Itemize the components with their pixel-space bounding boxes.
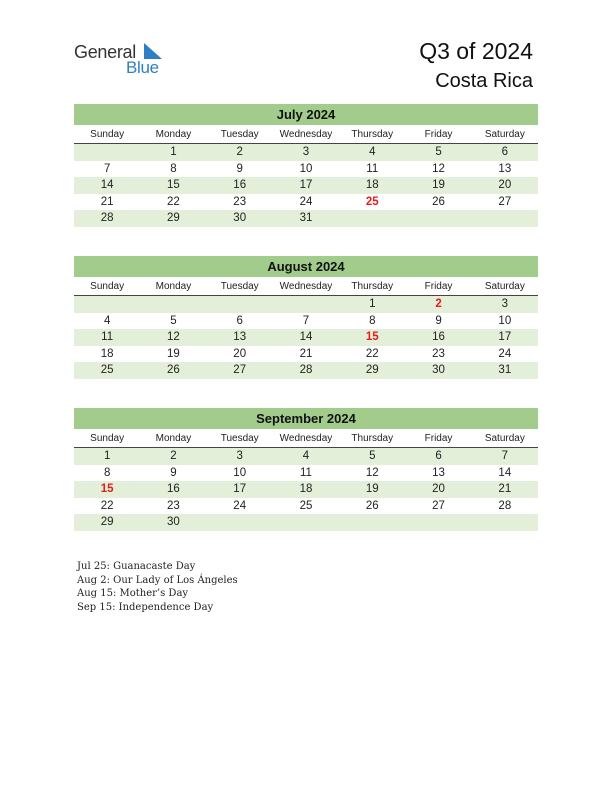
- day-cell: 26: [432, 195, 445, 208]
- empty-day-cell: [74, 296, 140, 313]
- month-title: September 2024: [74, 408, 538, 429]
- weekday-label: Wednesday: [279, 129, 333, 140]
- month-september: [74, 408, 538, 531]
- weekday-label: Monday: [155, 281, 192, 292]
- day-cell: 27: [498, 195, 512, 208]
- holiday-note: Jul 25: Guanacaste Day: [77, 561, 196, 572]
- day-cell: 26: [365, 499, 379, 512]
- week-row: [74, 177, 538, 194]
- weekday-label: Thursday: [351, 433, 394, 444]
- weekday-label: Sunday: [90, 129, 125, 140]
- empty-day-cell: [74, 144, 140, 161]
- logo-blue-text: Blue: [126, 58, 159, 77]
- day-cell: 19: [365, 483, 379, 495]
- holiday-note: Sep 15: Independence Day: [77, 601, 214, 613]
- day-cell: 9: [435, 314, 442, 327]
- logo-general-text: General: [74, 42, 136, 62]
- day-cell: 11: [101, 331, 114, 343]
- day-cell: 8: [103, 466, 111, 479]
- day-cell: 23: [167, 499, 180, 512]
- empty-day-cell: [207, 514, 273, 531]
- day-cell: 12: [432, 162, 445, 175]
- day-cell: 2: [236, 146, 243, 158]
- day-cell: 17: [498, 331, 512, 343]
- weekday-label: Friday: [424, 281, 453, 292]
- empty-day-cell: [472, 210, 538, 227]
- day-cell: 26: [167, 364, 180, 376]
- day-cell: 16: [233, 179, 247, 191]
- day-cell: 18: [299, 483, 313, 495]
- holiday-note: Aug 2: Our Lady of Los Ángeles: [77, 574, 238, 586]
- month-title: July 2024: [74, 104, 538, 125]
- holiday-note: Aug 15: Mother’s Day: [77, 588, 189, 599]
- country-name: Costa Rica: [435, 70, 533, 92]
- day-cell: 2: [435, 298, 442, 310]
- day-cell: 1: [103, 450, 111, 462]
- weekday-label: Monday: [155, 129, 192, 140]
- month-grid: [74, 144, 538, 227]
- empty-day-cell: [405, 514, 471, 531]
- page-title: Q3 of 2024: [419, 38, 533, 64]
- day-cell: 13: [498, 162, 512, 175]
- day-cell: 12: [365, 466, 379, 479]
- weekday-label: Saturday: [484, 433, 525, 444]
- day-cell: 14: [498, 466, 512, 479]
- day-cell: 31: [498, 364, 512, 376]
- day-cell: 4: [103, 314, 111, 327]
- day-cell: 9: [236, 162, 243, 175]
- weekday-label: Sunday: [90, 281, 125, 292]
- weekday-label: Wednesday: [279, 281, 333, 292]
- week-row: [74, 481, 538, 498]
- day-cell: 17: [233, 483, 247, 495]
- weekday-label: Wednesday: [279, 433, 333, 444]
- day-cell: 16: [167, 483, 180, 495]
- day-cell: 10: [299, 162, 313, 175]
- day-cell: 28: [498, 499, 512, 512]
- weekday-label: Saturday: [484, 281, 525, 292]
- day-cell: 18: [100, 347, 114, 360]
- day-cell: 16: [432, 331, 445, 343]
- day-cell: 12: [167, 331, 180, 343]
- weekday-label: Monday: [155, 433, 192, 444]
- day-cell: 21: [299, 347, 313, 360]
- week-row: [74, 194, 538, 211]
- day-cell: 31: [299, 212, 313, 224]
- day-cell: 25: [299, 499, 313, 512]
- weekday-label: Tuesday: [220, 433, 259, 444]
- day-cell: 15: [365, 331, 379, 343]
- week-row: [74, 313, 538, 330]
- day-cell: 8: [369, 314, 376, 327]
- month-title: August 2024: [74, 256, 538, 277]
- day-cell: 4: [302, 450, 310, 462]
- month-august: [74, 256, 538, 379]
- day-cell: 23: [432, 347, 445, 360]
- month-grid: [74, 296, 538, 379]
- day-cell: 20: [233, 347, 247, 360]
- day-cell: 30: [432, 364, 445, 376]
- day-cell: 3: [501, 298, 509, 310]
- day-cell: 3: [236, 450, 243, 462]
- month-grid: [74, 448, 538, 531]
- day-cell: 11: [366, 162, 379, 175]
- day-cell: 30: [233, 212, 247, 224]
- week-row: [74, 144, 538, 161]
- day-cell: 28: [299, 364, 313, 376]
- weekday-label: Saturday: [484, 129, 525, 140]
- empty-day-cell: [339, 210, 405, 227]
- day-cell: 24: [498, 347, 512, 360]
- day-cell: 24: [233, 499, 247, 512]
- day-cell: 22: [100, 499, 114, 512]
- day-cell: 3: [302, 146, 310, 158]
- day-cell: 1: [170, 146, 177, 158]
- day-cell: 29: [100, 516, 114, 528]
- holiday-notes: [77, 560, 238, 614]
- day-cell: 13: [432, 466, 445, 479]
- day-cell: 1: [369, 298, 376, 310]
- day-cell: 22: [365, 347, 379, 360]
- day-cell: 14: [299, 331, 313, 343]
- empty-day-cell: [140, 296, 206, 313]
- empty-day-cell: [273, 296, 339, 313]
- day-cell: 20: [498, 179, 512, 191]
- day-cell: 21: [498, 483, 512, 495]
- weekday-label: Tuesday: [220, 281, 259, 292]
- day-cell: 6: [501, 146, 509, 158]
- day-cell: 9: [170, 466, 177, 479]
- day-cell: 7: [103, 162, 111, 175]
- weekday-header: [74, 279, 538, 296]
- day-cell: 8: [170, 162, 177, 175]
- weekday-label: Thursday: [351, 129, 394, 140]
- day-cell: 10: [498, 314, 512, 327]
- day-cell: 23: [233, 195, 247, 208]
- day-cell: 27: [233, 364, 247, 376]
- week-row: [74, 448, 538, 465]
- day-cell: 29: [365, 364, 379, 376]
- day-cell: 5: [369, 450, 376, 462]
- week-row: [74, 346, 538, 363]
- weekday-label: Friday: [424, 433, 453, 444]
- day-cell: 2: [170, 450, 177, 462]
- week-row: [74, 329, 538, 346]
- day-cell: 11: [300, 466, 312, 479]
- week-row: [74, 498, 538, 515]
- week-row: [74, 161, 538, 178]
- week-row: [74, 465, 538, 482]
- day-cell: 24: [299, 195, 313, 208]
- empty-day-cell: [273, 514, 339, 531]
- day-cell: 28: [100, 212, 114, 224]
- week-row: [74, 210, 538, 227]
- empty-day-cell: [339, 514, 405, 531]
- day-cell: 20: [432, 483, 445, 495]
- day-cell: 14: [100, 179, 114, 191]
- weekday-label: Tuesday: [220, 129, 259, 140]
- day-cell: 18: [365, 179, 379, 191]
- day-cell: 27: [432, 499, 445, 512]
- day-cell: 30: [167, 516, 180, 528]
- empty-day-cell: [472, 514, 538, 531]
- day-cell: 15: [167, 179, 180, 191]
- day-cell: 10: [233, 466, 247, 479]
- week-row: [74, 362, 538, 379]
- weekday-label: Thursday: [351, 281, 394, 292]
- day-cell: 19: [167, 347, 180, 360]
- weekday-header: [74, 431, 538, 448]
- day-cell: 13: [233, 331, 247, 343]
- day-cell: 6: [435, 450, 442, 462]
- day-cell: 7: [302, 314, 310, 327]
- day-cell: 17: [299, 179, 313, 191]
- day-cell: 7: [501, 450, 509, 462]
- day-cell: 5: [435, 146, 442, 158]
- weekday-label: Friday: [424, 129, 453, 140]
- day-cell: 29: [167, 212, 180, 224]
- day-cell: 6: [236, 314, 243, 327]
- weekday-header: [74, 127, 538, 144]
- day-cell: 25: [365, 195, 379, 208]
- empty-day-cell: [207, 296, 273, 313]
- day-cell: 4: [369, 146, 376, 158]
- day-cell: 5: [170, 314, 177, 327]
- empty-day-cell: [405, 210, 471, 227]
- month-july: [74, 104, 538, 227]
- day-cell: 15: [100, 483, 114, 495]
- weekday-label: Sunday: [90, 433, 125, 444]
- week-row: [74, 514, 538, 531]
- day-cell: 19: [432, 179, 445, 191]
- day-cell: 25: [100, 364, 114, 376]
- generalblue-logo: [74, 42, 174, 78]
- week-row: [74, 296, 538, 313]
- day-cell: 22: [167, 195, 180, 208]
- day-cell: 21: [100, 195, 114, 208]
